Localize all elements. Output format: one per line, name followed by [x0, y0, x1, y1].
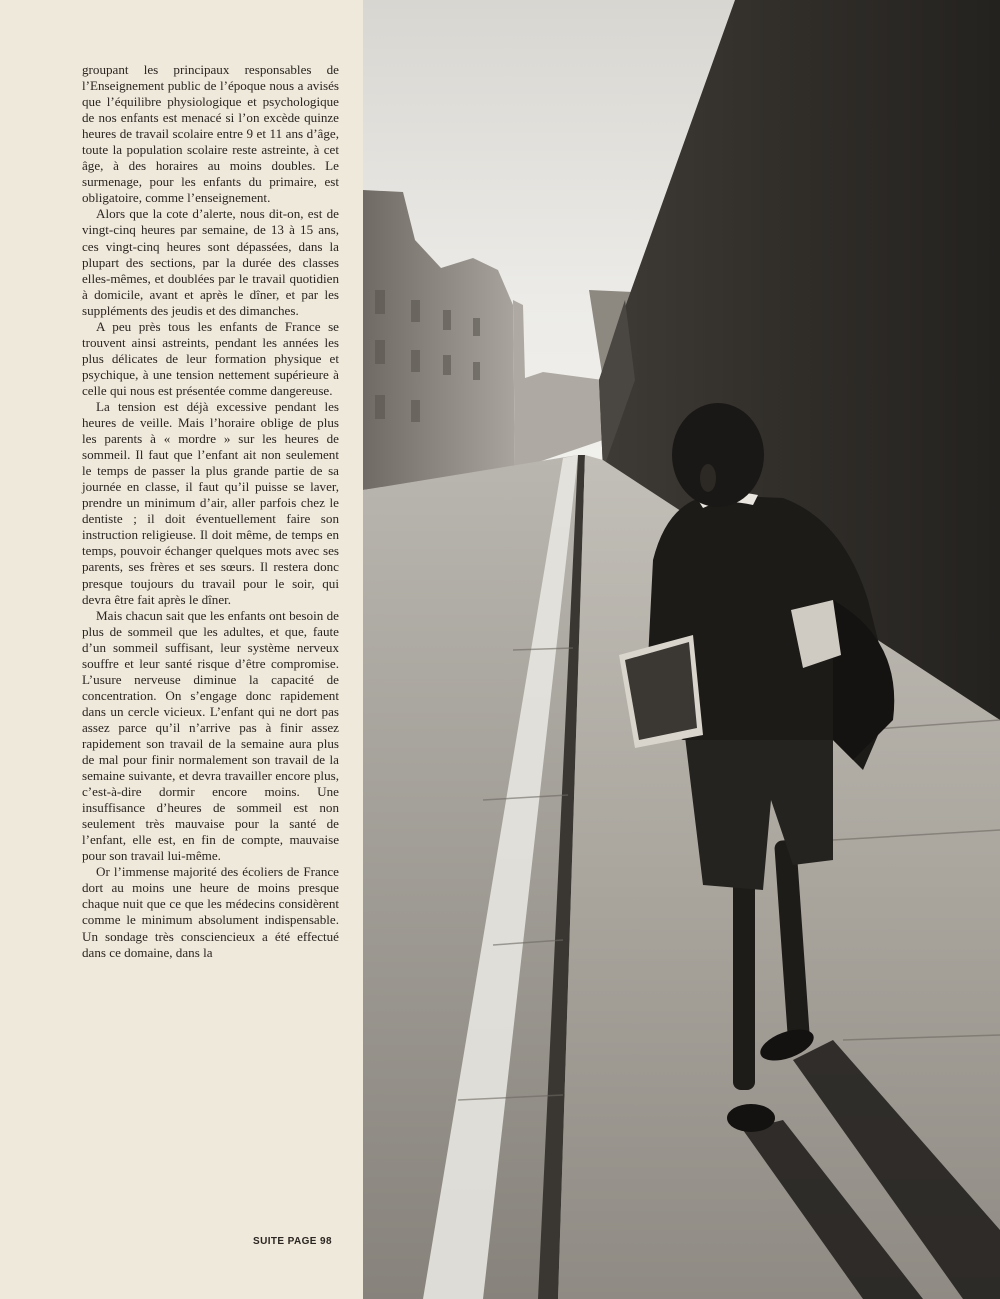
photo-illustration — [363, 0, 1000, 1299]
paragraph-4: La tension est déjà excessive pendant les heures de veille. Mais l’horaire oblige de plus les parents à « mordre » sur les heures de sommeil. Il faut que l’enfant ait non seulement le temps de passer la plus grande partie de sa journée en classe, il faut qu’il puisse se laver, prendre un minimum d’air, aller parfois chez le dentiste ; il doit éventuellement faire son instruction religieuse. Il doit même, de temps en temps, pouvoir échanger quelques mots avec ses parents, ses frères et ses sœurs. Il restera donc presque toujours du travail pour le soir, qui devra être fait après le dîner. — [82, 398, 339, 607]
article-text-column — [82, 62, 339, 961]
paragraph-5: Mais chacun sait que les enfants ont besoin de plus de sommeil que les adultes, et que, faute d’un sommeil suffisant, leur système nerveux souffre et leur santé risque d’être compromise. L’usure nerveuse diminue la capacité de concentration. On s’engage donc rapidement dans un cercle vicieux. L’enfant qui ne dort pas assez parce qu’il n’arrive pas à finir assez rapidement son travail de la semaine aura plus de mal pour finir normalement son travail de la semaine suivante, et devra travailler encore plus, c’est-à-dire dormir encore moins. Une insuffisance d’heures de sommeil est non seulement très mauvaise pour la santé de l’enfant, elle est, en fin de compte, mauvaise pour son travail lui-même. — [82, 607, 339, 864]
paragraph-6: Or l’immense majorité des écoliers de France dort au moins une heure de moins presque chaque nuit que ce que les médecins considèrent comme le minimum absolument indispensable. Un sondage très consciencieux a été effectué dans ce domaine, dans la — [82, 864, 339, 960]
paragraph-1: groupant les principaux responsables de l’Enseignement public de l’époque nous a avisés que l’équilibre physiologique et psychologique de nos enfants est menacé si l’on excède quinze heures de travail scolaire entre 9 et 11 ans d’âge, toute la population scolaire reste astreinte, à cet âge, à des horaires au moins doubles. Le surmenage, pour les enfants du primaire, est obligatoire, comme l’enseignement. — [82, 62, 339, 206]
paragraph-2: Alors que la cote d’alerte, nous dit-on, est de vingt-cinq heures par semaine, de 13 à 15 ans, ces vingt-cinq heures sont dépassées, dans la plupart des sections, par la durée des classes elles-mêmes, et doublées par le travail quotidien à domicile, avant et après le dîner, et par les suppléments des jeudis et des dimanches. — [82, 206, 339, 318]
continued-page-note: SUITE PAGE 98 — [253, 1236, 332, 1247]
paragraph-3: A peu près tous les enfants de France se trouvent ainsi astreints, pendant les années les plus délicates de leur formation physique et psychique, à une tension nettement supérieure à celle qui nous est présentée comme dangereuse. — [82, 318, 339, 398]
street-photograph — [363, 0, 1000, 1299]
